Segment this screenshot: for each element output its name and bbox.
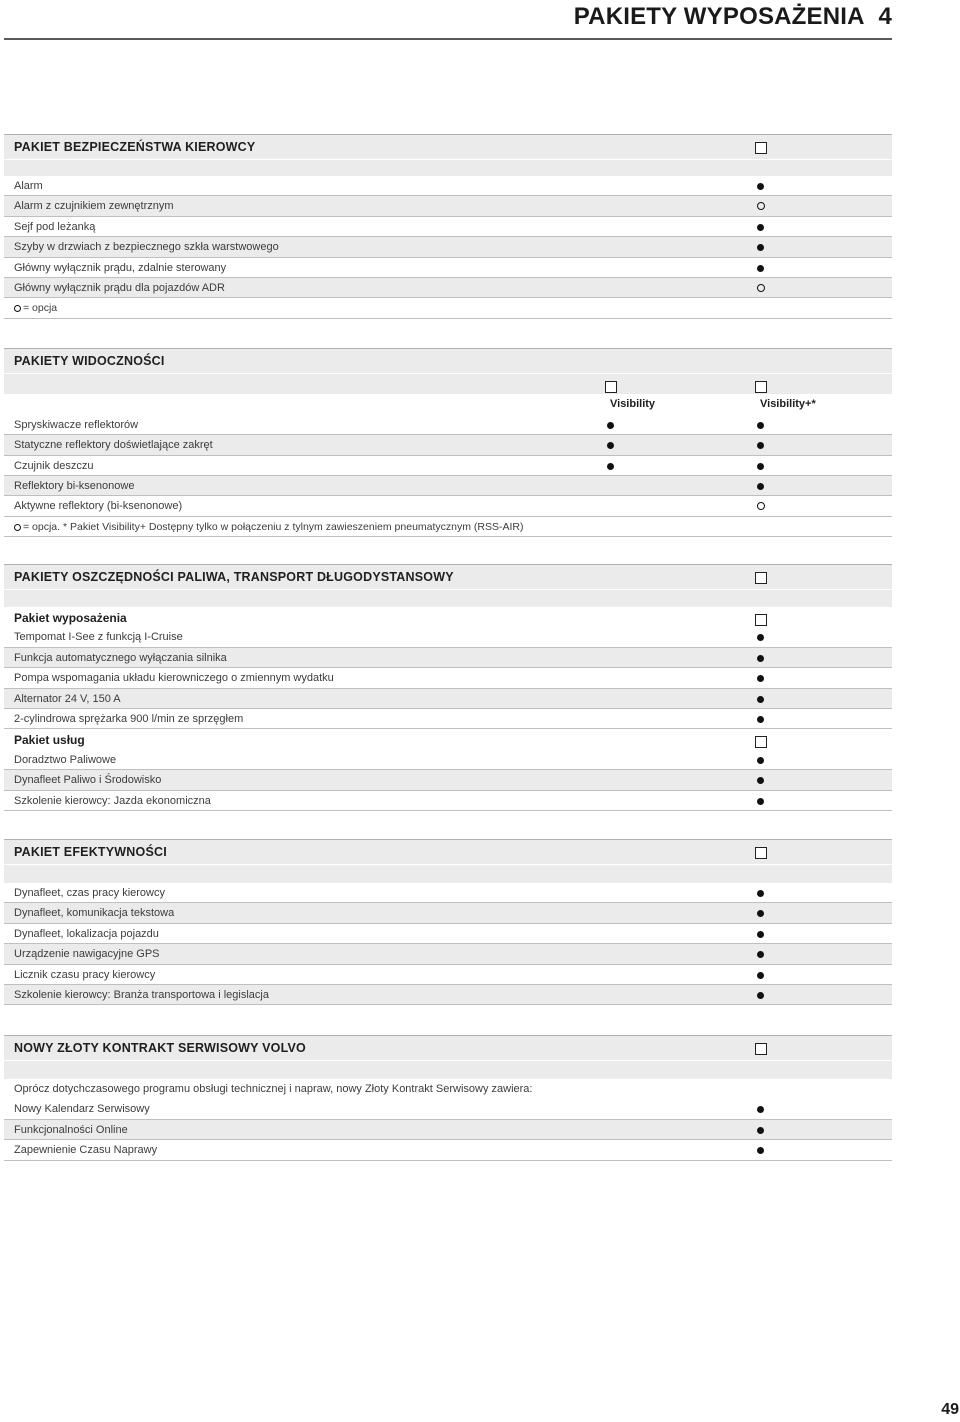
list-item (4, 217, 892, 237)
item-label: Dynafleet, komunikacja tekstowa (14, 907, 175, 920)
item-label: Nowy Kalendarz Serwisowy (14, 1103, 150, 1116)
list-item (4, 668, 892, 688)
standard-dot-icon (607, 442, 614, 449)
section-header (4, 348, 892, 374)
standard-dot-icon (757, 798, 764, 805)
efficiency-package-section (4, 839, 892, 1005)
standard-dot-icon (757, 757, 764, 764)
list-item (4, 278, 892, 298)
item-label: Licznik czasu pracy kierowcy (14, 968, 156, 981)
standard-dot-icon (757, 890, 764, 897)
checkbox[interactable] (755, 614, 767, 626)
section-header (4, 839, 892, 865)
item-label: Urządzenie nawigacyjne GPS (14, 948, 160, 961)
section-spacer (4, 160, 892, 176)
item-label: Spryskiwacze reflektorów (14, 418, 139, 431)
item-label: Alternator 24 V, 150 A (14, 692, 121, 705)
item-label: Alarm z czujnikiem zewnętrznym (14, 200, 174, 213)
page-number: 49 (941, 1401, 959, 1418)
list-item (4, 709, 892, 729)
section-spacer (4, 865, 892, 883)
item-label: Zapewnienie Czasu Naprawy (14, 1144, 158, 1157)
section-title: NOWY ZŁOTY KONTRAKT SERWISOWY VOLVO (14, 1041, 306, 1055)
item-label: Funkcja automatycznego wyłączania silnika (14, 651, 227, 664)
driver-safety-package-section (4, 134, 892, 319)
visibility-checkbox-row (4, 374, 892, 394)
standard-dot-icon (757, 972, 764, 979)
standard-dot-icon (757, 951, 764, 958)
item-label: 2-cylindrowa sprężarka 900 l/min ze sprzęgłem (14, 712, 244, 725)
list-item (4, 1120, 892, 1140)
subsection-title: Pakiet wyposażenia (14, 611, 127, 625)
option-ring-icon (757, 202, 765, 210)
list-item (4, 750, 892, 770)
service-intro-row (4, 1079, 892, 1099)
legend-row (4, 298, 892, 318)
list-item (4, 237, 892, 257)
gold-service-contract-section (4, 1035, 892, 1161)
list-item (4, 196, 892, 216)
option-ring-icon (757, 502, 765, 510)
list-item (4, 770, 892, 790)
list-item (4, 627, 892, 647)
standard-dot-icon (757, 696, 764, 703)
legend-text: = opcja (14, 302, 57, 314)
list-item (4, 476, 892, 496)
item-label: Pompa wspomagania układu kierowniczego o zmiennym wydatku (14, 672, 334, 685)
checkbox[interactable] (755, 736, 767, 748)
section-title: PAKIETY OSZCZĘDNOŚCI PALIWA, TRANSPORT DŁUGODYSTANSOWY (14, 570, 454, 584)
item-label: Reflektory bi-ksenonowe (14, 479, 135, 492)
standard-dot-icon (757, 655, 764, 662)
visibility-checkbox[interactable] (605, 381, 617, 393)
legend-text: = opcja. * Pakiet Visibility+ Dostępny tylko w połączeniu z tylnym zawieszeniem pneumatycznym (RSS-AIR) (14, 521, 524, 533)
section-header (4, 1035, 892, 1061)
item-label: Dynafleet, lokalizacja pojazdu (14, 927, 159, 940)
option-legend-icon (14, 524, 21, 531)
item-label: Szyby w drzwiach z bezpiecznego szkła warstwowego (14, 241, 279, 254)
item-label: Sejf pod leżanką (14, 220, 96, 233)
item-label: Funkcjonalności Online (14, 1123, 128, 1136)
item-label: Główny wyłącznik prądu dla pojazdów ADR (14, 281, 225, 294)
standard-dot-icon (607, 422, 614, 429)
standard-dot-icon (757, 244, 764, 251)
option-legend-icon (14, 305, 21, 312)
checkbox[interactable] (755, 1043, 767, 1055)
list-item (4, 435, 892, 455)
section-header (4, 134, 892, 160)
standard-dot-icon (757, 634, 764, 641)
standard-dot-icon (757, 1127, 764, 1134)
equipment-package-header (4, 607, 892, 627)
standard-dot-icon (757, 777, 764, 784)
list-item (4, 883, 892, 903)
checkbox[interactable] (755, 142, 767, 154)
legend-row (4, 517, 892, 537)
standard-dot-icon (757, 1106, 764, 1113)
list-item (4, 965, 892, 985)
standard-dot-icon (757, 992, 764, 999)
list-item (4, 944, 892, 964)
list-item (4, 985, 892, 1005)
visibility-column-headers (4, 394, 892, 414)
list-item (4, 903, 892, 923)
list-item (4, 258, 892, 278)
visibility-plus-checkbox[interactable] (755, 381, 767, 393)
service-intro-text: Oprócz dotychczasowego programu obsługi technicznej i napraw, nowy Złoty Kontrakt Serwisowy zawiera: (14, 1083, 533, 1095)
item-label: Szkolenie kierowcy: Jazda ekonomiczna (14, 794, 211, 807)
list-item (4, 176, 892, 196)
standard-dot-icon (757, 483, 764, 490)
checkbox[interactable] (755, 572, 767, 584)
list-item (4, 924, 892, 944)
item-label: Szkolenie kierowcy: Branża transportowa i legislacja (14, 988, 269, 1001)
standard-dot-icon (757, 422, 764, 429)
list-item (4, 415, 892, 435)
standard-dot-icon (757, 931, 764, 938)
standard-dot-icon (757, 675, 764, 682)
section-title: PAKIET BEZPIECZEŃSTWA KIEROWCY (14, 140, 256, 154)
standard-dot-icon (607, 463, 614, 470)
list-item (4, 1099, 892, 1119)
standard-dot-icon (757, 463, 764, 470)
visibility-packages-section (4, 348, 892, 537)
item-label: Alarm (14, 180, 43, 192)
visibility-plus-column-label: Visibility+* (760, 398, 816, 411)
page-title: PAKIETY WYPOSAŻENIA 4 (573, 3, 892, 30)
item-label: Dynafleet Paliwo i Środowisko (14, 774, 162, 787)
section-spacer (4, 590, 892, 607)
item-label: Statyczne reflektory doświetlające zakręt (14, 439, 213, 452)
section-header (4, 564, 892, 590)
standard-dot-icon (757, 442, 764, 449)
list-item (4, 456, 892, 476)
option-ring-icon (757, 284, 765, 292)
item-label: Główny wyłącznik prądu, zdalnie sterowany (14, 261, 227, 274)
standard-dot-icon (757, 1147, 764, 1154)
page-header (4, 0, 892, 40)
standard-dot-icon (757, 183, 764, 190)
item-label: Tempomat I-See z funkcją I-Cruise (14, 631, 183, 644)
section-spacer (4, 1061, 892, 1079)
section-title: PAKIET EFEKTYWNOŚCI (14, 845, 167, 859)
fuel-economy-packages-section (4, 564, 892, 811)
standard-dot-icon (757, 265, 764, 272)
item-label: Aktywne reflektory (bi-ksenonowe) (14, 500, 183, 513)
list-item (4, 1140, 892, 1160)
section-number: 4 (878, 3, 892, 30)
list-item (4, 791, 892, 811)
list-item (4, 496, 892, 516)
item-label: Czujnik deszczu (14, 459, 94, 472)
list-item (4, 689, 892, 709)
visibility-column-label: Visibility (610, 398, 656, 411)
standard-dot-icon (757, 716, 764, 723)
list-item (4, 648, 892, 668)
section-title: PAKIETY WIDOCZNOŚCI (14, 354, 165, 368)
checkbox[interactable] (755, 847, 767, 859)
subsection-title: Pakiet usług (14, 733, 85, 748)
service-package-header (4, 729, 892, 749)
standard-dot-icon (757, 910, 764, 917)
item-label: Dynafleet, czas pracy kierowcy (14, 887, 165, 899)
standard-dot-icon (757, 224, 764, 231)
item-label: Doradztwo Paliwowe (14, 753, 117, 766)
